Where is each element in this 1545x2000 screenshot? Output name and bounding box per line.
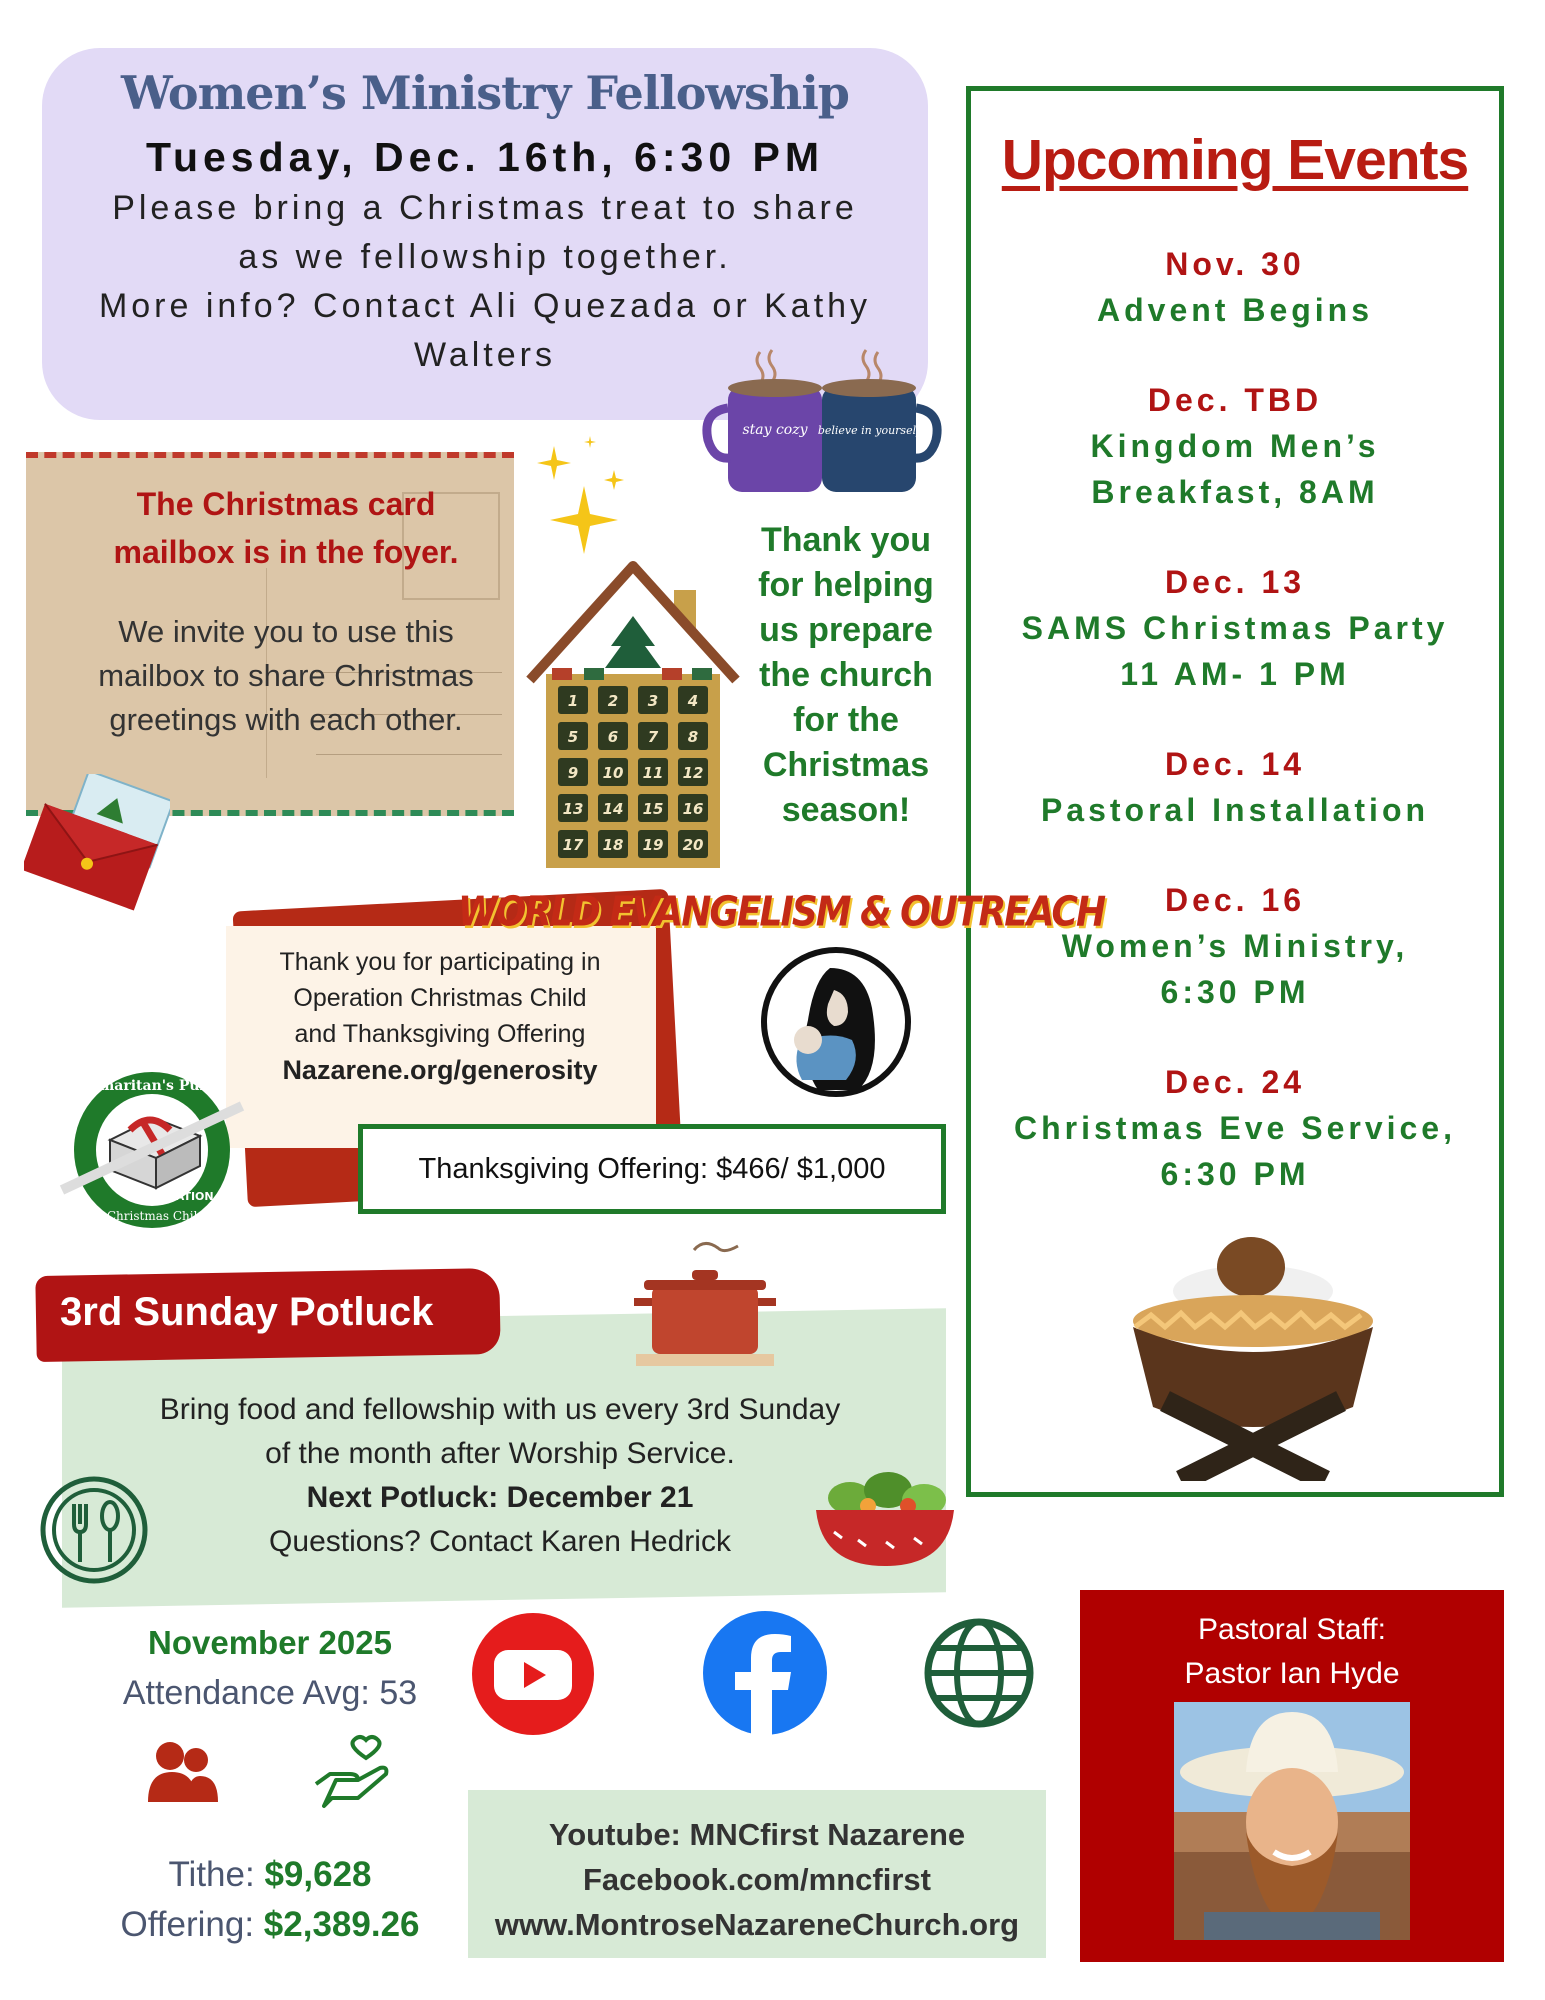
thank-you-line: for helping [758, 566, 934, 604]
thanksgiving-offering-box [358, 1124, 946, 1214]
cooking-pot-icon [630, 1236, 780, 1368]
event-name: Christmas Eve Service, [1014, 1110, 1456, 1146]
tithe-value: $9,628 [264, 1855, 372, 1894]
event-name: Pastoral Installation [1040, 792, 1430, 828]
event-item [971, 377, 1499, 515]
event-item [971, 741, 1499, 833]
advent-day-number: 8 [687, 728, 699, 746]
event-name: Kingdom Men’s [1090, 428, 1380, 464]
event-date: Dec. 13 [1164, 564, 1306, 600]
sparkle-icon [528, 436, 632, 560]
people-icon [146, 1736, 218, 1804]
christmas-card-heading-line: mailbox is in the foyer. [113, 534, 459, 570]
youtube-icon[interactable] [470, 1612, 596, 1736]
christmas-card-postcard [26, 452, 514, 816]
facebook-link[interactable]: Facebook.com/mncfirst [583, 1862, 931, 1897]
event-name: Breakfast, 8AM [1091, 474, 1379, 510]
potluck-line: Bring food and fellowship with us every 3rd Sunday [159, 1393, 841, 1426]
world-evangelism-line: Thank you for participating in [279, 948, 601, 976]
potluck-line: of the month after Worship Service. [265, 1437, 735, 1470]
facebook-icon[interactable] [702, 1610, 828, 1736]
advent-day-number: 17 [562, 836, 584, 854]
thank-you-line: Thank you [760, 521, 932, 559]
christmas-card-body-line: mailbox to share Christmas [98, 658, 474, 693]
thank-you-line: us prepare [759, 611, 933, 649]
advent-day-number: 20 [682, 836, 704, 854]
advent-day-number: 2 [607, 692, 619, 710]
coffee-mugs-icon [700, 332, 944, 496]
mug-left-text: stay cozy [742, 422, 808, 438]
christmas-card-body-line: We invite you to use this [118, 614, 454, 649]
thanksgiving-offering-progress: Thanksgiving Offering: $466/ $1,000 [418, 1153, 886, 1185]
website-link[interactable]: www.MontroseNazareneChurch.org [494, 1907, 1020, 1942]
advent-day-number: 4 [687, 692, 699, 710]
manger-icon [1125, 1231, 1381, 1481]
mug-right-text: believe in yourself [817, 424, 921, 437]
tithe-row [60, 1850, 480, 1900]
event-name: Advent Begins [1096, 292, 1374, 328]
thank-you-line: Christmas [762, 746, 930, 784]
offering-value: $2,389.26 [263, 1905, 420, 1944]
social-links-box [468, 1790, 1046, 1958]
thank-you-message [740, 518, 952, 833]
event-date: Dec. TBD [1147, 382, 1323, 418]
pastoral-staff-heading [1080, 1608, 1504, 1696]
envelope-icon [24, 774, 170, 916]
advent-day-number: 15 [642, 800, 664, 818]
advent-day-number: 14 [602, 800, 624, 818]
womens-ministry-line: Walters [414, 336, 556, 374]
upcoming-events-panel [966, 86, 1504, 1497]
advent-day-number: 13 [562, 800, 584, 818]
potluck-next-date: Next Potluck: December 21 [306, 1481, 694, 1514]
youtube-link[interactable]: Youtube: MNCfirst Nazarene [548, 1817, 966, 1852]
advent-day-number: 7 [647, 728, 659, 746]
stats-month: November 2025 [148, 1624, 392, 1661]
womens-ministry-title: Women’s Ministry Fellowship [121, 66, 849, 120]
world-evangelism-line: Operation Christmas Child [293, 984, 587, 1012]
advent-day-number: 9 [567, 764, 579, 782]
event-item [971, 1059, 1499, 1197]
advent-day-number: 12 [682, 764, 704, 782]
advent-day-number: 1 [567, 692, 579, 710]
logo-text-bottom: Christmas Child [106, 1209, 206, 1223]
offering-row [60, 1900, 480, 1950]
pastoral-staff-panel [1080, 1590, 1504, 1962]
potluck-details [100, 1388, 900, 1564]
advent-day-number: 19 [642, 836, 664, 854]
logo-text-mid: OPERATION [142, 1190, 214, 1203]
social-links-text [468, 1812, 1046, 1947]
address-line [316, 754, 502, 755]
world-evangelism-text [240, 944, 640, 1088]
world-evangelism-line: and Thanksgiving Offering [294, 1020, 586, 1048]
advent-day-number: 11 [642, 764, 664, 782]
event-date: Dec. 16 [1164, 882, 1306, 918]
christmas-card-body [56, 610, 516, 742]
globe-icon[interactable] [922, 1616, 1036, 1730]
attendance-average: Attendance Avg: 53 [122, 1674, 418, 1712]
mother-child-emblem-icon [760, 946, 912, 1098]
womens-ministry-line: Please bring a Christmas treat to share [112, 189, 858, 227]
event-name: 6:30 PM [1160, 974, 1310, 1010]
advent-day-number: 18 [602, 836, 624, 854]
giving-hand-icon [312, 1734, 394, 1810]
giving-totals [60, 1850, 480, 1950]
world-evangelism-title: WORLD EVANGELISM & OUTREACH [458, 888, 1105, 937]
event-date: Dec. 24 [1164, 1064, 1306, 1100]
christmas-card-heading-line: The Christmas card [136, 486, 436, 522]
pastor-name: Pastor Ian Hyde [1184, 1657, 1400, 1690]
potluck-contact: Questions? Contact Karen Hedrick [269, 1525, 731, 1558]
advent-calendar-icon [524, 560, 742, 872]
pastoral-staff-label: Pastoral Staff: [1198, 1613, 1386, 1646]
advent-day-number: 5 [567, 728, 579, 746]
event-name: 11 AM- 1 PM [1120, 656, 1350, 692]
womens-ministry-date: Tuesday, Dec. 16th, 6:30 PM [145, 134, 825, 180]
advent-day-number: 16 [682, 800, 704, 818]
event-date: Dec. 14 [1164, 746, 1306, 782]
tithe-label: Tithe: [168, 1855, 255, 1894]
womens-ministry-line: as we fellowship together. [238, 238, 732, 276]
logo-text-top: Samaritan's Purse [80, 1078, 224, 1094]
advent-day-number: 3 [647, 692, 659, 710]
thank-you-line: season! [781, 791, 911, 829]
potluck-title: 3rd Sunday Potluck [60, 1290, 434, 1334]
utensils-icon [38, 1474, 150, 1586]
salad-bowl-icon [810, 1466, 960, 1570]
advent-day-number: 10 [602, 764, 624, 782]
offering-label: Offering: [120, 1905, 255, 1944]
christmas-card-heading [56, 480, 516, 576]
thank-you-line: for the [793, 701, 899, 739]
event-name: Women’s Ministry, [1061, 928, 1409, 964]
upcoming-events-title: Upcoming Events [1001, 128, 1469, 192]
samaritans-purse-logo [56, 1066, 250, 1234]
pastor-portrait-image [1174, 1702, 1410, 1940]
event-name: SAMS Christmas Party [1021, 610, 1449, 646]
event-item [971, 241, 1499, 333]
christmas-card-body-line: greetings with each other. [109, 702, 463, 737]
event-date: Nov. 30 [1165, 246, 1305, 282]
advent-day-number: 6 [607, 728, 619, 746]
event-item [971, 559, 1499, 697]
generosity-link[interactable]: Nazarene.org/generosity [282, 1055, 598, 1085]
pastor-photo [1174, 1702, 1410, 1940]
event-name: 6:30 PM [1160, 1156, 1310, 1192]
womens-ministry-line: More info? Contact Ali Quezada or Kathy [98, 287, 872, 325]
thank-you-line: the church [759, 656, 933, 694]
